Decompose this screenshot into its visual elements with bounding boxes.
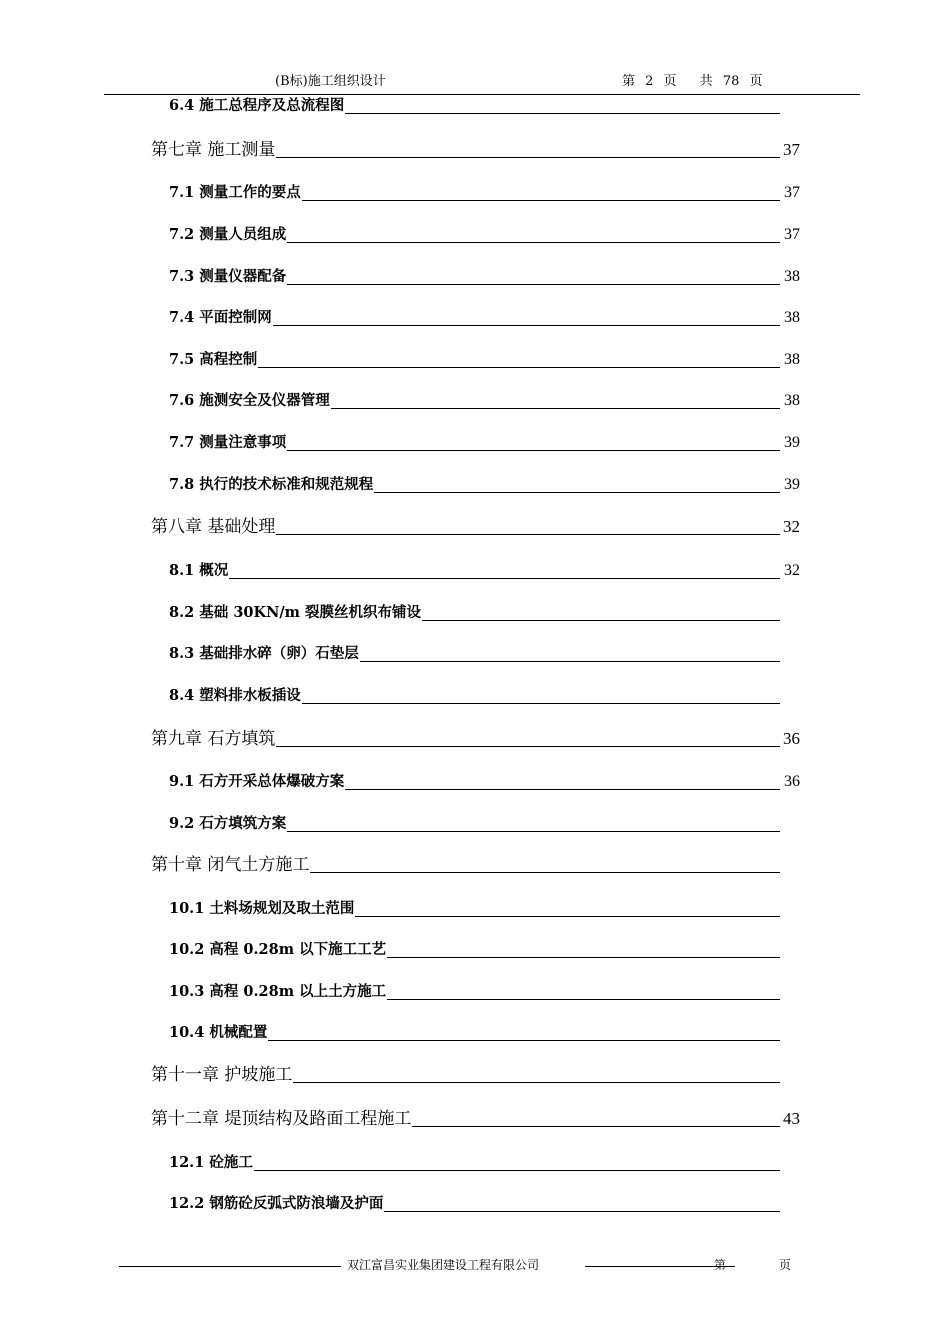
toc-section-entry[interactable] bbox=[169, 936, 800, 964]
toc-section-entry[interactable] bbox=[169, 978, 800, 1006]
toc-section-entry[interactable] bbox=[169, 768, 800, 796]
toc-leader-line bbox=[229, 578, 780, 579]
toc-leader-line bbox=[387, 957, 780, 958]
toc-section-entry[interactable] bbox=[169, 221, 800, 249]
toc-entry-page: 37 bbox=[784, 226, 800, 243]
toc-chapter-entry[interactable] bbox=[151, 1105, 800, 1133]
toc-entry-label: 7.7 测量注意事项 bbox=[169, 434, 287, 451]
toc-entry-label: 8.1 概况 bbox=[169, 562, 229, 579]
toc-leader-line bbox=[355, 916, 780, 917]
toc-entry-label: 7.1 测量工作的要点 bbox=[169, 184, 301, 201]
toc-section-entry[interactable] bbox=[169, 429, 800, 457]
toc-leader-line bbox=[331, 408, 780, 409]
footer-page-suffix: 页 bbox=[779, 1258, 792, 1272]
toc-leader-line bbox=[387, 999, 780, 1000]
footer-rule-right bbox=[585, 1266, 735, 1267]
toc-section-entry[interactable] bbox=[169, 895, 800, 923]
toc-chapter-entry[interactable] bbox=[151, 725, 800, 753]
toc-section-entry[interactable] bbox=[169, 1019, 800, 1047]
toc-leader-line bbox=[302, 200, 780, 201]
toc-entry-label: 9.2 石方填筑方案 bbox=[169, 815, 287, 832]
toc-entry-label: 10.2 高程 0.28m 以下施工工艺 bbox=[169, 941, 387, 958]
toc-entry-label: 第九章 石方填筑 bbox=[151, 729, 276, 749]
toc-entry-page: 38 bbox=[784, 268, 800, 285]
footer-page-prefix: 第 bbox=[714, 1258, 727, 1272]
toc-leader-line bbox=[293, 1082, 780, 1083]
toc-entry-page: 36 bbox=[783, 729, 800, 748]
toc-entry-page: 38 bbox=[784, 392, 800, 409]
header-title: (B标)施工组织设计 bbox=[275, 74, 386, 89]
toc-entry-label: 6.4 施工总程序及总流程图 bbox=[169, 97, 345, 114]
toc-entry-page: 43 bbox=[783, 1109, 800, 1128]
toc-leader-line bbox=[254, 1170, 780, 1171]
toc-entry-label: 12.2 钢筋砼反弧式防浪墙及护面 bbox=[169, 1195, 384, 1212]
toc-entry-label: 12.1 砼施工 bbox=[169, 1154, 253, 1171]
toc-entry-label: 7.3 测量仪器配备 bbox=[169, 268, 287, 285]
toc-chapter-entry[interactable] bbox=[151, 513, 800, 541]
toc-section-entry[interactable] bbox=[169, 1190, 800, 1218]
toc-entry-page: 38 bbox=[784, 309, 800, 326]
toc-entry-page: 32 bbox=[783, 517, 800, 536]
toc-section-entry[interactable] bbox=[169, 682, 800, 710]
toc-entry-label: 8.2 基础 30KN/m 裂膜丝机织布铺设 bbox=[169, 604, 422, 621]
toc-leader-line bbox=[287, 242, 780, 243]
toc-leader-line bbox=[345, 789, 780, 790]
toc-entry-label: 10.3 高程 0.28m 以上土方施工 bbox=[169, 983, 387, 1000]
toc-entry-page: 37 bbox=[783, 140, 800, 159]
toc-entry-page: 36 bbox=[784, 773, 800, 790]
toc-entry-label: 第八章 基础处理 bbox=[151, 517, 276, 537]
toc-section-entry[interactable] bbox=[169, 387, 800, 415]
toc-leader-line bbox=[268, 1040, 780, 1041]
toc-entry-label: 7.5 高程控制 bbox=[169, 351, 258, 368]
toc-section-entry[interactable] bbox=[169, 1149, 800, 1177]
footer-rule-left bbox=[119, 1266, 341, 1267]
toc-leader-line bbox=[273, 325, 780, 326]
toc-leader-line bbox=[302, 703, 780, 704]
toc-entry-page: 39 bbox=[784, 434, 800, 451]
toc-leader-line bbox=[422, 620, 780, 621]
toc-leader-line bbox=[276, 746, 780, 747]
toc-section-entry[interactable] bbox=[169, 810, 800, 838]
toc-entry-label: 10.4 机械配置 bbox=[169, 1024, 268, 1041]
toc-entry-label: 第十一章 护坡施工 bbox=[151, 1065, 293, 1085]
toc-entry-label: 9.1 石方开采总体爆破方案 bbox=[169, 773, 345, 790]
toc-entry-label: 第十章 闭气土方施工 bbox=[151, 855, 310, 875]
toc-section-entry[interactable] bbox=[169, 599, 800, 627]
toc-section-entry[interactable] bbox=[169, 471, 800, 499]
toc-section-entry[interactable] bbox=[169, 346, 800, 374]
toc-leader-line bbox=[276, 157, 780, 158]
page-header bbox=[0, 70, 950, 94]
toc-entry-page: 39 bbox=[784, 476, 800, 493]
toc-leader-line bbox=[258, 367, 780, 368]
toc-leader-line bbox=[360, 661, 780, 662]
toc-leader-line bbox=[276, 534, 780, 535]
toc-leader-line bbox=[374, 492, 780, 493]
toc-chapter-entry[interactable] bbox=[151, 851, 800, 879]
toc-leader-line bbox=[412, 1126, 780, 1127]
toc-chapter-entry[interactable] bbox=[151, 136, 800, 164]
toc-section-entry[interactable] bbox=[169, 263, 800, 291]
header-page-count: 第 2 页 共 78 页 bbox=[622, 74, 763, 89]
toc-leader-line bbox=[384, 1211, 780, 1212]
toc-entry-label: 7.4 平面控制网 bbox=[169, 309, 272, 326]
toc-entry-page: 32 bbox=[784, 562, 800, 579]
toc-leader-line bbox=[310, 872, 780, 873]
toc-entry-label: 7.6 施测安全及仪器管理 bbox=[169, 392, 330, 409]
toc-section-entry[interactable] bbox=[169, 304, 800, 332]
toc-entry-page: 38 bbox=[784, 351, 800, 368]
toc-chapter-entry[interactable] bbox=[151, 1061, 800, 1089]
toc-section-entry[interactable] bbox=[169, 640, 800, 668]
toc-entry-label: 7.2 测量人员组成 bbox=[169, 226, 287, 243]
toc-entry-label: 7.8 执行的技术标准和规范规程 bbox=[169, 476, 374, 493]
toc-entry-page: 37 bbox=[784, 184, 800, 201]
toc-entry-label: 第十二章 堤顶结构及路面工程施工 bbox=[151, 1109, 412, 1129]
page-footer bbox=[0, 1254, 950, 1276]
toc-leader-line bbox=[287, 450, 780, 451]
toc-entry-label: 第七章 施工测量 bbox=[151, 140, 276, 160]
toc-section-entry[interactable] bbox=[169, 92, 800, 120]
footer-company: 双江富昌实业集团建设工程有限公司 bbox=[347, 1258, 540, 1272]
toc-leader-line bbox=[287, 831, 780, 832]
toc-section-entry[interactable] bbox=[169, 179, 800, 207]
toc-entry-label: 8.3 基础排水碎（卵）石垫层 bbox=[169, 645, 359, 662]
toc-section-entry[interactable] bbox=[169, 557, 800, 585]
toc-entry-label: 8.4 塑料排水板插设 bbox=[169, 687, 301, 704]
toc-leader-line bbox=[345, 113, 780, 114]
toc-leader-line bbox=[287, 284, 780, 285]
toc-entry-label: 10.1 土料场规划及取土范围 bbox=[169, 900, 355, 917]
